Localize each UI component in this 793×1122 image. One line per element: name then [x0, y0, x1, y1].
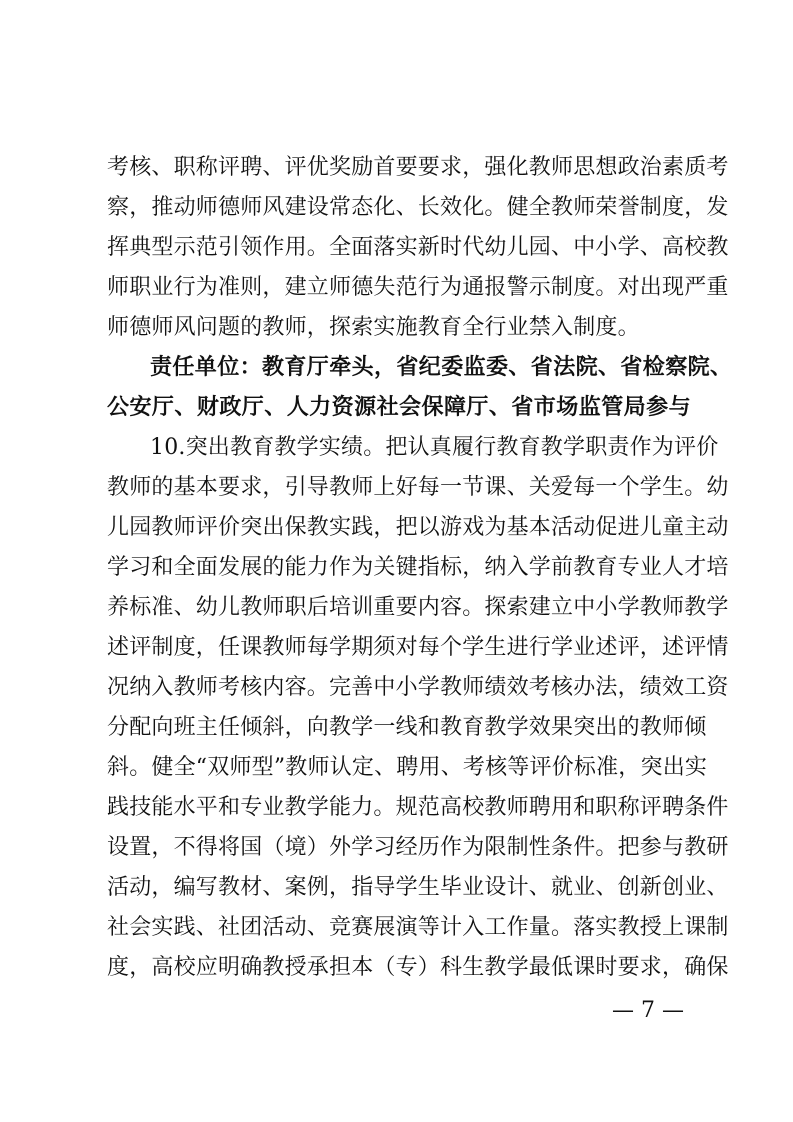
text-line: 公安厅、财政厅、人力资源社会保障厅、省市场监管局参与 — [107, 395, 691, 420]
text-line: 学习和全面发展的能力作为关键指标，纳入学前教育专业人才培 — [107, 555, 729, 580]
text-line: 活动，编写教材、案例，指导学生毕业设计、就业、创新创业、 — [107, 875, 729, 900]
text-line: 设置，不得将国（境）外学习经历作为限制性条件。把参与教研 — [107, 835, 729, 860]
text-line: 斜。健全“双师型”教师认定、聘用、考核等评价标准，突出实 — [107, 755, 708, 780]
text-line: 度，高校应明确教授承担本（专）科生教学最低课时要求，确保 — [107, 955, 729, 980]
text-line: 师职业行为准则，建立师德失范行为通报警示制度。对出现严重 — [107, 275, 729, 300]
text-line: 责任单位：教育厅牵头，省纪委监委、省法院、省检察院、 — [150, 355, 733, 380]
text-line: 践技能水平和专业教学能力。规范高校教师聘用和职称评聘条件 — [107, 795, 729, 820]
text-line: 儿园教师评价突出保教实践，把以游戏为基本活动促进儿童主动 — [107, 515, 729, 540]
text-line: 察，推动师德师风建设常态化、长效化。健全教师荣誉制度，发 — [107, 195, 729, 220]
text-line: 况纳入教师考核内容。完善中小学教师绩效考核办法，绩效工资 — [107, 675, 729, 700]
text-line: 述评制度，任课教师每学期须对每个学生进行学业述评，述评情 — [107, 635, 729, 660]
text-line: 师德师风问题的教师，探索实施教育全行业禁入制度。 — [107, 315, 640, 340]
text-line: 考核、职称评聘、评优奖励首要要求，强化教师思想政治素质考 — [107, 155, 729, 180]
page-number: — 7 — — [612, 998, 684, 1023]
text-line: 教师的基本要求，引导教师上好每一节课、关爱每一个学生。幼 — [107, 475, 729, 500]
text-line: 挥典型示范引领作用。全面落实新时代幼儿园、中小学、高校教 — [107, 235, 729, 260]
text-line: 分配向班主任倾斜，向教学一线和教育教学效果突出的教师倾 — [107, 715, 707, 740]
text-line: 10.突出教育教学实绩。把认真履行教育教学职责作为评价 — [150, 435, 719, 460]
text-line: 养标准、幼儿教师职后培训重要内容。探索建立中小学教师教学 — [107, 595, 729, 620]
text-line: 社会实践、社团活动、竞赛展演等计入工作量。落实教授上课制 — [107, 915, 729, 940]
